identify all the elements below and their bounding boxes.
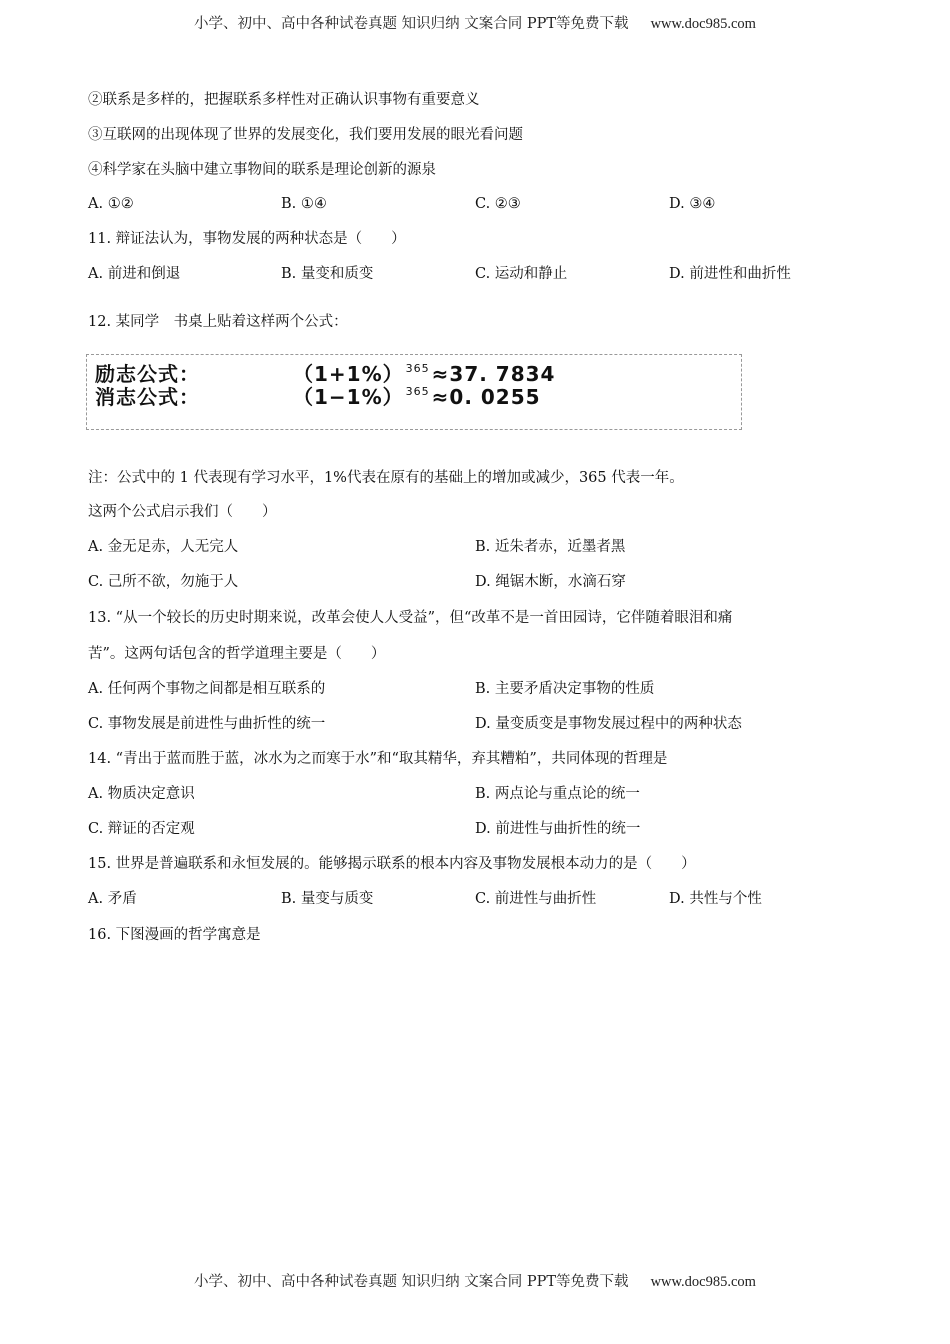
q15-option-c[interactable]: C. 前进性与曲折性 [475,891,597,907]
formula-2-label: 消志公式： [95,385,200,409]
header-text: 小学、初中、高中各种试卷真题 知识归纳 文案合同 PPT等免费下载 [194,16,629,32]
q10-option-c[interactable]: C. ②③ [475,196,521,212]
formula-image [86,354,742,430]
q13-stem-line-1: 13. “从一个较长的历史时期来说，改革会使人人受益”，但“改革不是一首田园诗，它伴随着眼泪和痛 [88,610,733,626]
q13-option-a[interactable]: A. 任何两个事物之间都是相互联系的 [88,681,326,697]
q11-option-a[interactable]: A. 前进和倒退 [88,266,181,282]
q10-statement-2: ②联系是多样的，把握联系多样性对正确认识事物有重要意义 [88,92,480,108]
formula-1-result: ≈37. 7834 [431,362,556,386]
formula-2-base: （1−1%） [293,385,404,409]
q16-stem: 16. 下图漫画的哲学寓意是 [88,927,261,943]
page-footer [0,1270,950,1291]
q12-option-c[interactable]: C. 己所不欲，勿施于人 [88,574,239,590]
header-site-link[interactable]: www.doc985.com [650,16,756,32]
q12-option-a[interactable]: A. 金无足赤，人无完人 [88,539,239,555]
q14-stem: 14. “青出于蓝而胜于蓝，冰水为之而寒于水”和“取其精华，弃其糟粕”，共同体现的哲理是 [88,751,668,767]
q13-option-b[interactable]: B. 主要矛盾决定事物的性质 [475,681,655,697]
q12-option-b[interactable]: B. 近朱者赤，近墨者黑 [475,539,626,555]
q14-option-c[interactable]: C. 辩证的否定观 [88,821,195,837]
q13-option-d[interactable]: D. 量变质变是事物发展过程中的两种状态 [475,716,742,732]
q11-option-b[interactable]: B. 量变和质变 [281,266,374,282]
formula-2-result: ≈0. 0255 [431,385,541,409]
q15-option-d[interactable]: D. 共性与个性 [669,891,762,907]
q11-option-d[interactable]: D. 前进性和曲折性 [669,266,791,282]
q12-stem: 12. 某同学 书桌上贴着这样两个公式： [88,314,348,330]
q12-ask: 这两个公式启示我们（ ） [88,504,277,520]
formula-2-exponent: 365 [405,385,430,398]
footer-text: 小学、初中、高中各种试卷真题 知识归纳 文案合同 PPT等免费下载 [194,1274,629,1290]
q15-option-b[interactable]: B. 量变与质变 [281,891,374,907]
q13-stem-line-2: 苦”。这两句话包含的哲学道理主要是（ ） [88,646,386,662]
q14-option-b[interactable]: B. 两点论与重点论的统一 [475,786,640,802]
footer-site-link[interactable]: www.doc985.com [650,1274,756,1290]
formula-row-2 [95,381,541,410]
formula-1-base: （1+1%） [293,362,404,386]
q11-option-c[interactable]: C. 运动和静止 [475,266,568,282]
q10-statement-4: ④科学家在头脑中建立事物间的联系是理论创新的源泉 [88,162,436,178]
q15-option-a[interactable]: A. 矛盾 [88,891,137,907]
formula-1-label: 励志公式： [95,362,200,386]
formula-1-exponent: 365 [405,362,430,375]
q15-stem: 15. 世界是普遍联系和永恒发展的。能够揭示联系的根本内容及事物发展根本动力的是（ ） [88,856,696,872]
q10-option-b[interactable]: B. ①④ [281,196,327,212]
q14-option-a[interactable]: A. 物质决定意识 [88,786,195,802]
q12-note: 注：公式中的 1 代表现有学习水平，1%代表在原有的基础上的增加或减少，365 代表一年。 [88,470,684,486]
q10-option-d[interactable]: D. ③④ [669,196,716,212]
q14-option-d[interactable]: D. 前进性与曲折性的统一 [475,821,641,837]
q12-option-d[interactable]: D. 绳锯木断，水滴石穿 [475,574,626,590]
q10-statement-3: ③互联网的出现体现了世界的发展变化，我们要用发展的眼光看问题 [88,127,523,143]
q10-option-a[interactable]: A. ①② [88,196,134,212]
q13-option-c[interactable]: C. 事物发展是前进性与曲折性的统一 [88,716,326,732]
page-header [0,12,950,33]
q11-stem: 11. 辩证法认为，事物发展的两种状态是（ ） [88,231,406,247]
